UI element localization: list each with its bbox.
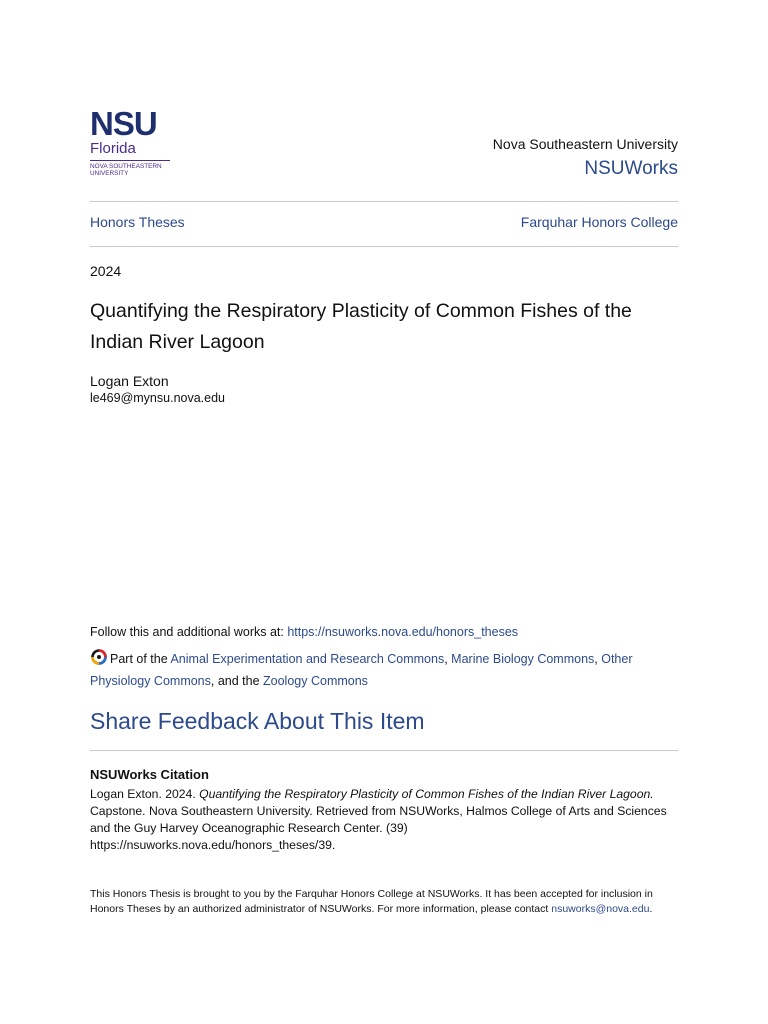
logo-small-line2: UNIVERSITY <box>90 170 129 177</box>
nsu-florida-logo[interactable] <box>90 105 172 177</box>
logo-sub: Florida <box>90 140 136 157</box>
citation-details: Capstone. Nova Southeastern University. Retrieved from NSUWorks, Halmos College of Arts and Sciences and the Guy Harvey Oceanographic Research Center. (39) <box>90 804 667 835</box>
citation-title: Quantifying the Respiratory Plasticity of Common Fishes of the Indian River Lagoon. <box>199 787 654 801</box>
follow-prefix: Follow this and additional works at: <box>90 625 288 639</box>
institution-name: Nova Southeastern University <box>492 136 678 152</box>
commons-link-marine-biology[interactable]: Marine Biology Commons <box>451 652 595 666</box>
honors-theses-url-link[interactable]: https://nsuworks.nova.edu/honors_theses <box>287 625 519 639</box>
footer-note <box>90 887 678 916</box>
footer-text: This Honors Thesis is brought to you by the Farquhar Honors College at NSUWorks. It has been accepted for inclusion in Honors Theses by an authorized administrator of NSUWorks. For more information, please contact <box>90 888 653 915</box>
share-feedback-link[interactable]: Share Feedback About This Item <box>90 708 425 734</box>
honors-theses-link[interactable]: Honors Theses <box>90 214 185 230</box>
follow-line <box>90 625 518 639</box>
citation-url: https://nsuworks.nova.edu/honors_theses/39. <box>90 838 336 852</box>
publication-year: 2024 <box>90 263 122 279</box>
citation-body <box>90 786 678 854</box>
divider <box>90 750 678 751</box>
header <box>90 105 678 188</box>
separator: , <box>444 652 452 666</box>
citation-heading: NSUWorks Citation <box>90 767 209 782</box>
cover-page <box>90 0 678 1024</box>
nsuworks-link[interactable]: NSUWorks <box>584 158 678 179</box>
contact-email-link[interactable]: nsuworks@nova.edu <box>551 902 650 915</box>
divider <box>90 246 678 247</box>
commons-link-animal-experimentation[interactable]: Animal Experimentation and Research Commons <box>170 652 445 666</box>
commons-icon <box>90 648 108 666</box>
author-email: le469@mynsu.nova.edu <box>90 391 225 405</box>
separator: , and the <box>210 674 264 688</box>
logo-small-line1: NOVA SOUTHEASTERN <box>90 163 162 170</box>
farquhar-honors-college-link[interactable]: Farquhar Honors College <box>520 214 678 230</box>
divider <box>90 201 678 202</box>
footer-end: . <box>649 902 653 915</box>
logo-mark: NSU <box>90 105 157 142</box>
separator: , <box>594 652 602 666</box>
commons-link-other-physiology[interactable]: Other Physiology Commons <box>90 652 633 688</box>
part-of-prefix: Part of the <box>110 652 171 666</box>
citation-lead: Logan Exton. 2024. <box>90 787 200 801</box>
author-name: Logan Exton <box>90 373 169 389</box>
part-of-line <box>90 648 678 692</box>
logo-divider <box>90 160 170 161</box>
document-title: Quantifying the Respiratory Plasticity of Common Fishes of the Indian River Lagoon <box>90 300 632 353</box>
commons-link-zoology[interactable]: Zoology Commons <box>263 674 368 688</box>
